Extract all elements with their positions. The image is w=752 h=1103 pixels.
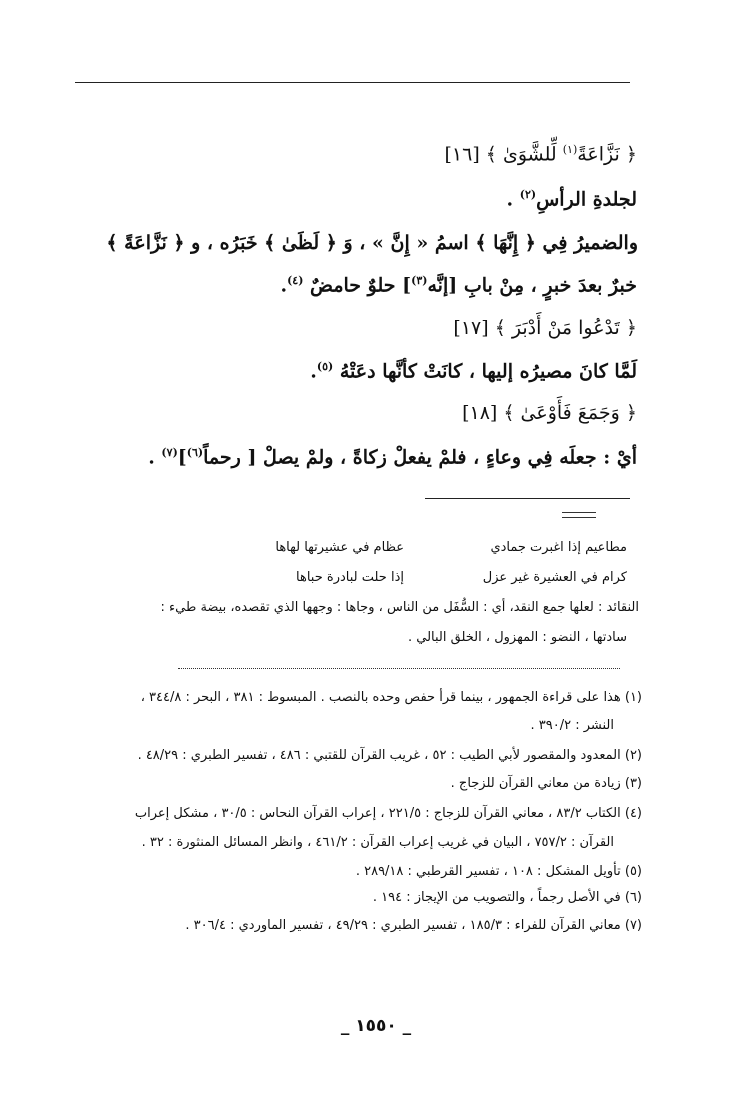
footnote-1-cont: النشر : ٣٩٠/٢ . — [530, 718, 614, 733]
commentary-line-2 — [106, 232, 638, 254]
footnote-ref-2: (٢) — [519, 188, 537, 201]
commentary-line-1 — [506, 188, 637, 210]
commentary-text: لجلدةِ الرأسِ — [536, 188, 637, 211]
commentary-text-2: ] — [177, 446, 187, 469]
footnote-ref-4: (٤) — [287, 274, 304, 287]
gloss-note-1: النقائد : لعلها جمع النقد، أي : السُّفَل من الناس ، وجاها : وجهها الذي تقصده، بيضة طيء : — [160, 600, 639, 615]
footnote-ref-6: (٦) — [186, 446, 204, 459]
verse-16 — [445, 143, 638, 165]
poem-verse-2-right: كرام في العشيرة غير عزل — [482, 570, 627, 585]
verse-17-text: ﴿ تَدْعُوا مَنْ أَدْبَرَ ﴾ [١٧] — [453, 317, 637, 339]
header-rule — [75, 82, 630, 83]
commentary-line-3 — [280, 274, 637, 296]
commentary-text: والضميرُ فِي ﴿ إِنَّهَا ﴾ اسمُ « إِنَّ » ، وَ ﴿ لَظَىٰ ﴾ خَبَرُه ، و ﴿ نَزَّاعَةً ﴾ — [106, 232, 638, 254]
poem-verse-1-right: مطاعيم إذا اغبرت جمادي — [490, 540, 627, 555]
double-rule — [562, 512, 596, 518]
body-separator — [425, 498, 630, 499]
commentary-end: . — [506, 188, 520, 211]
footnote-6: (٦) في الأصل رجماً ، والتصويب من الإيجاز : ١٩٤ . — [372, 890, 642, 905]
poem-verse-1-left: عظام في عشيرتها لهاها — [275, 540, 404, 555]
verse-18 — [462, 402, 637, 424]
commentary-text: أيْ : جعلَه فِي وعاءٍ ، فلمْ يفعلْ زكاةً ، ولمْ يصلْ [ رحماً — [203, 446, 637, 469]
commentary-end: . — [310, 360, 317, 383]
verse-16-rest: لِّلشَّوَىٰ ﴾ [١٦] — [444, 143, 563, 166]
footnote-divider — [178, 668, 620, 669]
commentary-text: لَمَّا كانَ مصيرُه إليها ، كانَتْ كأنَّها دعَتْهُ — [333, 360, 637, 383]
footnote-7: (٧) معاني القرآن للفراء : ١٨٥/٣ ، تفسير الطبري : ٤٩/٢٩ ، تفسير الماوردي : ٣٠٦/٤ . — [185, 918, 642, 933]
gloss-note-2: سادتها ، النضو : المهزول ، الخلق البالي . — [407, 630, 627, 645]
footnote-ref-5: (٥) — [316, 360, 334, 373]
footnote-ref-3: (٣) — [411, 274, 428, 287]
verse-17 — [453, 317, 637, 339]
commentary-text: خبرٌ بعدَ خبرٍ ، مِنْ بابِ [إنَّه — [427, 274, 637, 297]
footnote-5: (٥) تأويل المشكل : ١٠٨ ، تفسير القرطبي : ٢٨٩/١٨ . — [355, 864, 642, 879]
commentary-line-5 — [148, 446, 637, 468]
footnote-ref-7: (٧) — [161, 446, 178, 459]
verse-18-text: ﴿ وَجَمَعَ فَأَوْعَىٰ ﴾ [١٨] — [462, 402, 637, 424]
commentary-end: . — [280, 274, 288, 297]
footnote-4: (٤) الكتاب ٨٣/٢ ، معاني القرآن للزجاج : ٢٢١/٥ ، إعراب القرآن النحاس : ٣٠/٥ ، مشكل إعراب — [134, 806, 642, 821]
footnote-4-cont: القرآن : ٧٥٧/٢ ، البيان في غريب إعراب القرآن : ٤٦١/٢ ، وانظر المسائل المنثورة : ٣٢ . — [141, 835, 614, 850]
verse-16-text: ﴿ نَزَّاعَةً — [577, 143, 637, 166]
footnote-1: (١) هذا على قراءة الجمهور ، بينما قرأ حفص وحده بالنصب . المبسوط : ٣٨١ ، البحر : ٣٤٤/٨ ، — [140, 690, 642, 705]
footnote-3: (٣) زيادة من معاني القرآن للزجاج . — [450, 776, 642, 791]
commentary-line-4 — [310, 360, 637, 382]
footnote-ref-1: (١) — [562, 143, 578, 156]
poem-verse-2-left: إذا حلت لبادرة حباها — [296, 570, 404, 585]
page-number: _ ١٥٥٠ _ — [340, 1016, 412, 1036]
footnote-2: (٢) المعدود والمقصور لأبي الطيب : ٥٢ ، غريب القرآن للقتبي : ٤٨٦ ، تفسير الطبري : ٤٨/٢٩ . — [137, 748, 642, 763]
commentary-end: . — [148, 446, 162, 469]
commentary-text-2: ] حلوٌ حامضٌ — [303, 274, 412, 297]
